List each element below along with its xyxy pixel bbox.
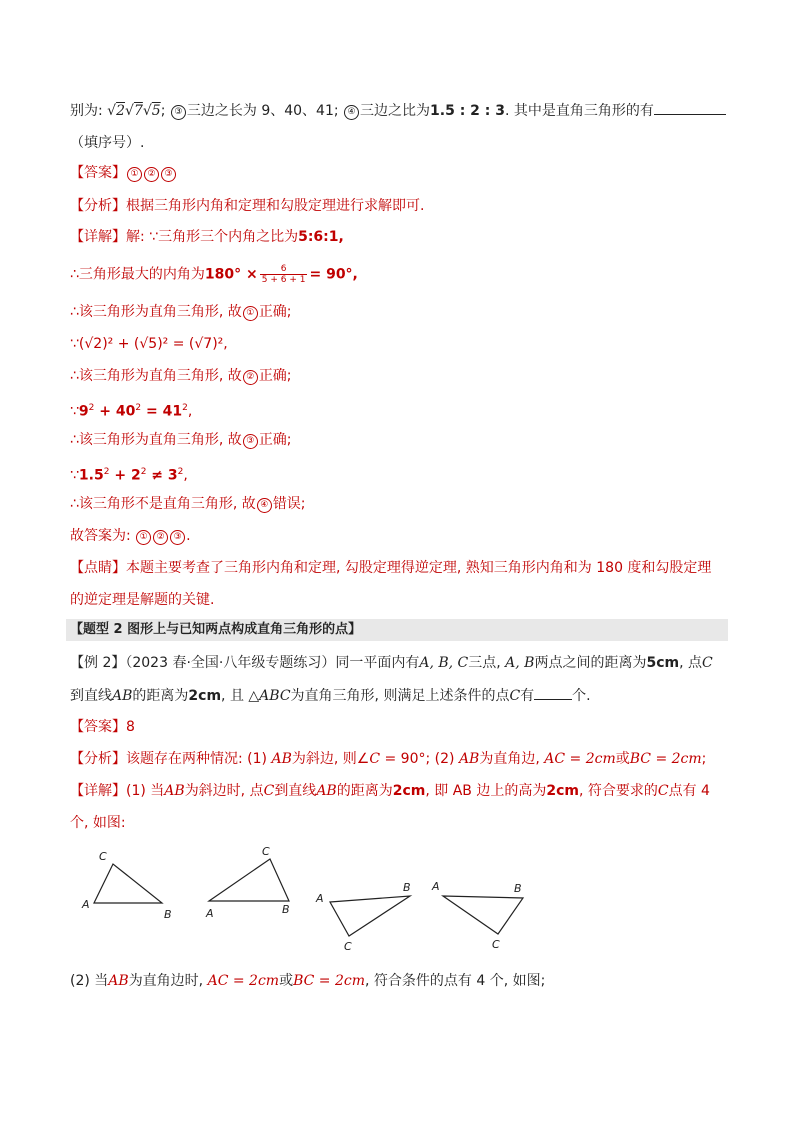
step-3-equation: $\because 9^2 + 40^2 = 41^2$, <box>70 403 193 420</box>
d2-c-letter-2: C <box>657 783 669 799</box>
d3-ac: AC = 2cm <box>207 973 280 989</box>
final-tail: . <box>186 528 191 544</box>
an2-end: ; <box>701 751 707 767</box>
triangles-figure <box>0 840 794 960</box>
d2-i: 点有 4 <box>668 783 710 799</box>
item3-text: 三边之长为 9、40、41; <box>186 103 344 119</box>
summary-text-2: 的逆定理是解题的关键. <box>70 592 215 608</box>
d3-a: (2) 当 <box>70 973 109 989</box>
section-heading: 【题型 2 图形上与已知两点构成直角三角形的点】 <box>70 622 362 637</box>
ex-l2b: 的距离为 <box>132 688 189 704</box>
point-c: C <box>702 655 713 671</box>
an2-c-letter: C <box>369 751 381 767</box>
detail-intro: 解: ∵三角形三个内角之比为 <box>126 229 299 245</box>
circled-3: ③ <box>171 105 186 120</box>
an2-bc: BC = 2cm <box>629 751 702 767</box>
d2-b: 为斜边时, 点 <box>184 783 264 799</box>
step3-c: = 41 <box>141 403 183 420</box>
triangle-2 <box>205 845 290 920</box>
example-2-line-2 <box>70 685 591 706</box>
step4-tail: , <box>183 467 188 484</box>
example-tag: 【例 2】 <box>70 655 126 671</box>
triangle-3 <box>315 881 411 953</box>
triangle-2-label-a: A <box>206 907 214 920</box>
example-2-line-1 <box>70 653 713 673</box>
d2-e: 2cm <box>392 783 426 799</box>
an2-ab2: AB <box>458 751 480 767</box>
circled-3: ③ <box>161 167 176 182</box>
because-symbol: ∵ <box>70 467 79 484</box>
ratio-value: 1.5 : 2 : 3 <box>430 103 506 119</box>
circled-1: ① <box>136 530 151 545</box>
step-2-equation <box>70 334 228 354</box>
fraction <box>260 264 308 285</box>
an2-ac: AC = 2cm <box>544 751 616 767</box>
detail-1-intro <box>70 227 344 247</box>
example-mid2: 两点之间的距离为 <box>534 655 647 671</box>
circled-2: ② <box>243 370 258 385</box>
d3-ab: AB <box>108 973 129 989</box>
sqrt-7: √7 <box>125 103 143 119</box>
circled-1: ① <box>127 167 142 182</box>
step3-a: 9 <box>78 403 89 420</box>
points-abc: A, B, C <box>419 655 469 671</box>
an2-c: = 90°; (2) <box>380 751 459 767</box>
step3-tail: , <box>187 403 193 420</box>
step2-eq: )² + (√5)² = (√7)², <box>102 336 228 352</box>
question-line-2: （填序号）. <box>70 135 145 151</box>
points-ab: A, B <box>505 655 535 671</box>
summary-1 <box>70 558 711 578</box>
line1-tail: . 其中是直角三角形的有 <box>505 103 654 119</box>
triangle-2-label-c: C <box>262 845 270 858</box>
conclusion-suffix: 正确; <box>258 304 292 320</box>
triangle-4-label-c: C <box>492 938 500 951</box>
ex-l2a: 到直线 <box>70 688 112 704</box>
because-symbol: ∵ <box>70 403 79 420</box>
answer-tag: 【答案】 <box>70 719 126 735</box>
d2-d: 的距离为 <box>336 783 393 799</box>
max-angle-b: = 90°, <box>309 266 358 283</box>
because-symbol: ∵ <box>70 336 79 352</box>
fraction-denominator: 5 + 6 + 1 <box>261 275 306 285</box>
item4-text: 三边之比为 <box>360 103 431 119</box>
question-line-1 <box>70 100 726 121</box>
max-angle-a: 180° × <box>204 266 258 283</box>
conclusion-suffix: 正确; <box>258 432 292 448</box>
triangle-1 <box>81 850 172 921</box>
distance-5cm: 5cm <box>646 655 680 671</box>
ex-l2d: 为直角三角形, 则满足上述条件的点 <box>290 688 510 704</box>
answer-blank-2 <box>534 685 572 700</box>
conclusion-prefix: ∴该三角形为直角三角形, 故 <box>70 432 242 448</box>
triangle-4-label-b: B <box>514 882 522 895</box>
d3-b: 为直角边时, <box>128 973 208 989</box>
an2-ab: AB <box>271 751 292 767</box>
conclusion-prefix: ∴该三角形为直角三角形, 故 <box>70 304 242 320</box>
wrong-prefix: ∴该三角形不是直角三角形, 故 <box>70 496 256 512</box>
answer-1 <box>70 163 177 183</box>
detail-3 <box>70 971 545 991</box>
triangle-1-label-c: C <box>99 850 107 863</box>
distance-2cm: 2cm <box>188 688 222 704</box>
d3-or: 或 <box>279 973 294 989</box>
triangle-4 <box>431 880 523 951</box>
an2-d: 为直角边, <box>479 751 545 767</box>
conclusion-prefix: ∴该三角形为直角三角形, 故 <box>70 368 242 384</box>
circled-3: ③ <box>243 434 258 449</box>
final-answer <box>70 526 191 546</box>
d2-ab: AB <box>164 783 185 799</box>
d2-f: , 即 AB 边上的高为 <box>425 783 547 799</box>
an2-b: 为斜边, 则∠ <box>291 751 370 767</box>
an2-or: 或 <box>615 751 630 767</box>
analysis-1 <box>70 196 424 216</box>
d2-ab2: AB <box>316 783 337 799</box>
answer-tag: 【答案】 <box>70 165 126 181</box>
analysis-tag: 【分析】 <box>70 751 126 767</box>
ex-l2c: , 且 △ <box>221 688 260 704</box>
circled-4: ④ <box>257 498 272 513</box>
circled-1: ① <box>243 306 258 321</box>
step3-b: + 40 <box>94 403 136 420</box>
conclusion-2 <box>70 366 292 386</box>
d3-bc: BC = 2cm <box>293 973 365 989</box>
sqrt-5: √5 <box>142 103 161 119</box>
example-src: （2023 春·全国·八年级专题练习）同一平面内有 <box>125 655 420 671</box>
sep1: ; <box>160 103 170 119</box>
step2-start: (√2 <box>78 336 103 352</box>
conclusion-1 <box>70 302 292 322</box>
conclusion-suffix: 正确; <box>258 368 292 384</box>
triangle-3-label-b: B <box>403 881 411 894</box>
triangle-2-label-b: B <box>282 903 290 916</box>
point-c: C <box>509 688 521 704</box>
detail-2-line-1 <box>70 781 710 801</box>
line-ab: AB <box>112 688 133 704</box>
detail-tag: 【详解】 <box>70 783 126 799</box>
step-4-equation: $\because 1.5^2 + 2^2 \ne 3^2$, <box>70 467 188 484</box>
d2-a: (1) 当 <box>126 783 165 799</box>
final-prefix: 故答案为: <box>70 528 136 544</box>
d3-end: , 符合条件的点有 4 个, 如图; <box>365 973 546 989</box>
step4-b: + 2 <box>109 467 141 484</box>
circled-2: ② <box>144 167 159 182</box>
wrong-suffix: 错误; <box>272 496 306 512</box>
answer-value: 8 <box>126 719 135 735</box>
example-mid1: 三点, <box>468 655 506 671</box>
circled-3: ③ <box>170 530 185 545</box>
fraction-numerator: 6 <box>260 264 308 275</box>
circled-4: ④ <box>344 105 359 120</box>
line1-prefix: 别为: <box>70 103 108 119</box>
ex-l2f: 个. <box>572 688 591 704</box>
triangle-1-label-b: B <box>164 908 172 921</box>
sqrt-2: √2 <box>107 103 126 119</box>
triangle-3-label-c: C <box>344 940 352 953</box>
answer-blank <box>654 100 726 115</box>
detail-2-line-2: 个, 如图: <box>70 815 126 831</box>
summary-tag: 【点睛】 <box>70 560 126 576</box>
d2-h: , 符合要求的 <box>578 783 658 799</box>
ex-l2e: 有 <box>520 688 535 704</box>
triangle-abc: ABC <box>259 688 291 704</box>
triangle-4-label-a: A <box>432 880 440 893</box>
detail-tag: 【详解】 <box>70 229 126 245</box>
triangle-3-label-a: A <box>316 892 324 905</box>
analysis-tag: 【分析】 <box>70 198 126 214</box>
d2-g: 2cm <box>546 783 579 799</box>
d2-c: 到直线 <box>274 783 317 799</box>
conclusion-3 <box>70 430 292 450</box>
max-angle-line <box>70 264 358 285</box>
an2-a: 该题存在两种情况: (1) <box>126 751 272 767</box>
step4-a: 1.5 <box>78 467 104 484</box>
max-angle-prefix: ∴三角形最大的内角为 <box>70 266 205 283</box>
step4-c: ≠ 3 <box>146 467 178 484</box>
circled-2: ② <box>153 530 168 545</box>
angle-ratio: 5:6:1, <box>298 229 344 245</box>
conclusion-4 <box>70 494 306 514</box>
d2-c-letter: C <box>263 783 275 799</box>
answer-2 <box>70 717 135 737</box>
example-mid3: , 点 <box>679 655 703 671</box>
triangle-1-label-a: A <box>82 898 90 911</box>
summary-text-1: 本题主要考查了三角形内角和定理, 勾股定理得逆定理, 熟知三角形内角和为 180 度和勾股定理 <box>126 560 712 576</box>
analysis-2 <box>70 749 706 769</box>
analysis-text: 根据三角形内角和定理和勾股定理进行求解即可. <box>126 198 425 214</box>
